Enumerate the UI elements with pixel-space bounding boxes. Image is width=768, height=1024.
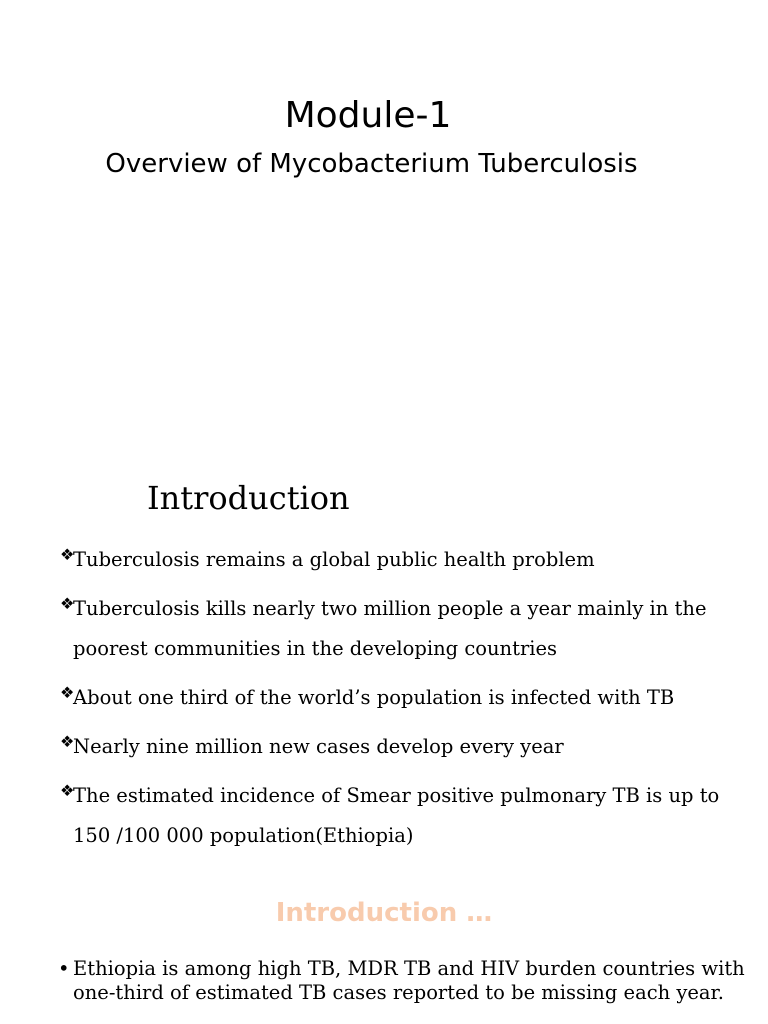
section-heading: Introduction (147, 479, 350, 517)
slide-title: Module-1 (284, 95, 452, 136)
section-heading-continued: Introduction … (275, 898, 493, 928)
list-item (60, 589, 740, 669)
diamond-bullet-icon: ❖ (60, 545, 75, 564)
dot-bullet-icon: • (58, 957, 70, 980)
bullet-text: Tuberculosis remains a global public health problem (73, 548, 595, 571)
list-item (60, 540, 740, 580)
bullet-list (60, 540, 740, 865)
list-item (60, 776, 740, 856)
bullet-text: Ethiopia is among high TB, MDR TB and HIV burden countries with one-third of estimated TB cases reported to be missing each year. (73, 957, 745, 1004)
bullet-text: Tuberculosis kills nearly two million people a year mainly in the poorest communities in the developing countries (73, 597, 707, 660)
bullet-text: Nearly nine million new cases develop every year (73, 735, 564, 758)
list-item (58, 957, 753, 1005)
diamond-bullet-icon: ❖ (60, 732, 75, 751)
bullet-text: About one third of the world’s population is infected with TB (73, 686, 675, 709)
bullet-text: The estimated incidence of Smear positive pulmonary TB is up to 150 /100 000 population(Ethiopia) (73, 784, 720, 847)
diamond-bullet-icon: ❖ (60, 683, 75, 702)
list-item (60, 678, 740, 718)
list-item (60, 727, 740, 767)
diamond-bullet-icon: ❖ (60, 594, 75, 613)
slide-subtitle: Overview of Mycobacterium Tuberculosis (105, 149, 638, 179)
diamond-bullet-icon: ❖ (60, 781, 75, 800)
